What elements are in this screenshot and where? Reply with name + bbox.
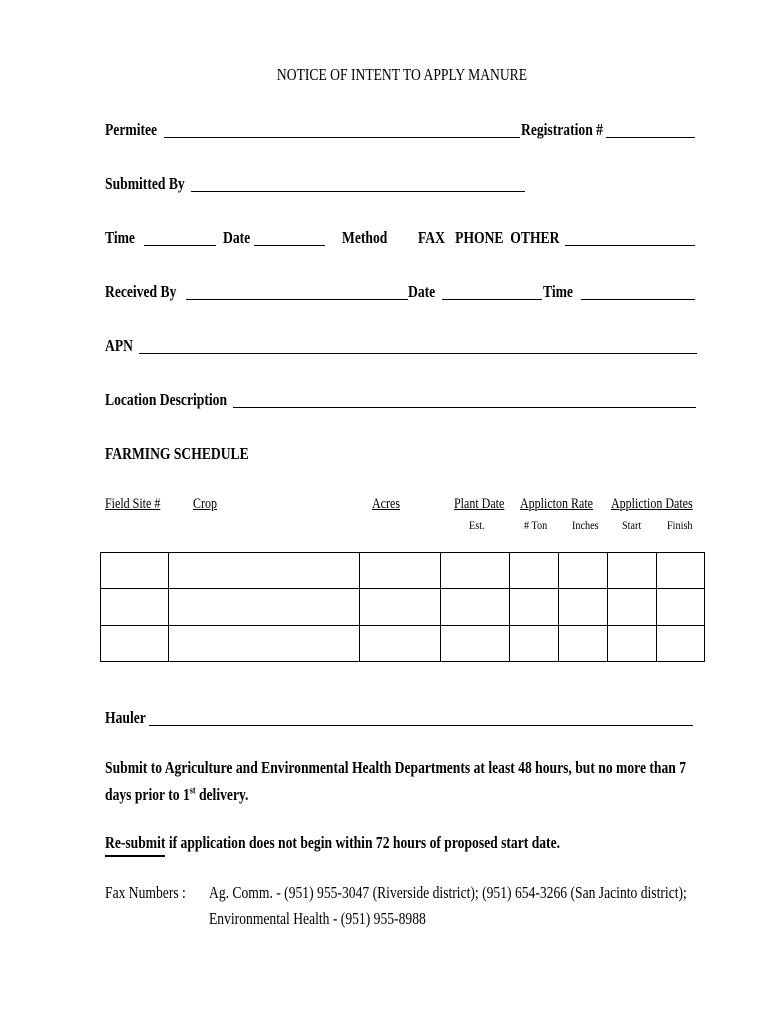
submission-notice-line1: Submit to Agriculture and Environmental Health Departments at least 48 hours, but no more than 7 xyxy=(105,758,687,777)
col-field-site: Field Site # xyxy=(105,496,161,512)
schedule-row xyxy=(101,625,705,661)
registration-field[interactable] xyxy=(606,137,695,138)
page-title: NOTICE OF INTENT TO APPLY MANURE xyxy=(276,65,528,84)
ton-cell[interactable] xyxy=(510,625,559,661)
acres-cell[interactable] xyxy=(360,625,441,661)
col-acres: Acres xyxy=(372,496,400,512)
submission-notice-pre: days prior to 1 xyxy=(105,785,190,804)
date-label: Date xyxy=(223,228,251,247)
sub-ton: # Ton xyxy=(524,518,548,532)
field-site-cell[interactable] xyxy=(101,625,169,661)
sub-finish: Finish xyxy=(667,518,693,532)
col-crop: Crop xyxy=(193,496,217,512)
submission-notice-sup: st xyxy=(189,785,196,797)
hauler-field[interactable] xyxy=(149,725,693,726)
crop-cell[interactable] xyxy=(169,625,360,661)
inches-cell[interactable] xyxy=(559,553,608,589)
acres-cell[interactable] xyxy=(360,553,441,589)
submitted-by-label: Submitted By xyxy=(105,174,185,193)
field-site-cell[interactable] xyxy=(101,589,169,625)
submission-notice-post: delivery. xyxy=(195,785,249,804)
crop-cell[interactable] xyxy=(169,553,360,589)
finish-cell[interactable] xyxy=(657,625,705,661)
field-site-cell[interactable] xyxy=(101,553,169,589)
time-field[interactable] xyxy=(144,245,216,246)
resubmit-rest: if application does not begin within 72 hours of proposed start date. xyxy=(165,833,561,852)
sub-start: Start xyxy=(622,518,642,532)
resubmit-notice xyxy=(105,833,560,853)
time-label: Time xyxy=(105,228,135,247)
permitee-field[interactable] xyxy=(164,137,520,138)
ton-cell[interactable] xyxy=(510,553,559,589)
registration-label: Registration # xyxy=(521,120,603,139)
other-method-field[interactable] xyxy=(565,245,695,246)
fax-numbers-line2: Environmental Health - (951) 955-8988 xyxy=(209,909,426,928)
submission-notice-line2 xyxy=(105,785,248,805)
sub-inches: Inches xyxy=(572,518,599,532)
col-application-rate: Applicton Rate xyxy=(520,496,593,512)
received-by-label: Received By xyxy=(105,282,177,301)
received-time-field[interactable] xyxy=(581,299,695,300)
finish-cell[interactable] xyxy=(657,553,705,589)
start-cell[interactable] xyxy=(608,625,657,661)
plant-date-cell[interactable] xyxy=(441,553,510,589)
finish-cell[interactable] xyxy=(657,589,705,625)
resubmit-word: Re-submit xyxy=(105,833,166,852)
resubmit-underline xyxy=(105,855,165,857)
submitted-by-field[interactable] xyxy=(191,191,525,192)
sub-est: Est. xyxy=(469,518,485,532)
apn-field[interactable] xyxy=(139,353,697,354)
received-by-field[interactable] xyxy=(186,299,408,300)
plant-date-cell[interactable] xyxy=(441,625,510,661)
apn-label: APN xyxy=(105,336,133,355)
received-time-label: Time xyxy=(543,282,573,301)
received-date-field[interactable] xyxy=(442,299,542,300)
fax-numbers-line1: Ag. Comm. - (951) 955-3047 (Riverside district); (951) 654-3266 (San Jacinto district); xyxy=(209,883,687,902)
plant-date-cell[interactable] xyxy=(441,589,510,625)
schedule-row xyxy=(101,553,705,589)
location-description-label: Location Description xyxy=(105,390,228,409)
ton-cell[interactable] xyxy=(510,589,559,625)
crop-cell[interactable] xyxy=(169,589,360,625)
col-plant-date: Plant Date xyxy=(454,496,505,512)
inches-cell[interactable] xyxy=(559,589,608,625)
method-label: Method xyxy=(342,228,388,247)
start-cell[interactable] xyxy=(608,553,657,589)
start-cell[interactable] xyxy=(608,589,657,625)
date-field[interactable] xyxy=(254,245,325,246)
location-description-field[interactable] xyxy=(233,407,696,408)
inches-cell[interactable] xyxy=(559,625,608,661)
col-application-dates: Appliction Dates xyxy=(611,496,693,512)
farming-schedule-heading: FARMING SCHEDULE xyxy=(105,444,249,463)
method-options: FAX PHONE OTHER xyxy=(418,228,560,247)
fax-numbers-label: Fax Numbers : xyxy=(105,883,186,902)
schedule-row xyxy=(101,589,705,625)
acres-cell[interactable] xyxy=(360,589,441,625)
farming-schedule-table xyxy=(100,552,705,662)
permitee-label: Permitee xyxy=(105,120,158,139)
hauler-label: Hauler xyxy=(105,708,146,727)
received-date-label: Date xyxy=(408,282,436,301)
